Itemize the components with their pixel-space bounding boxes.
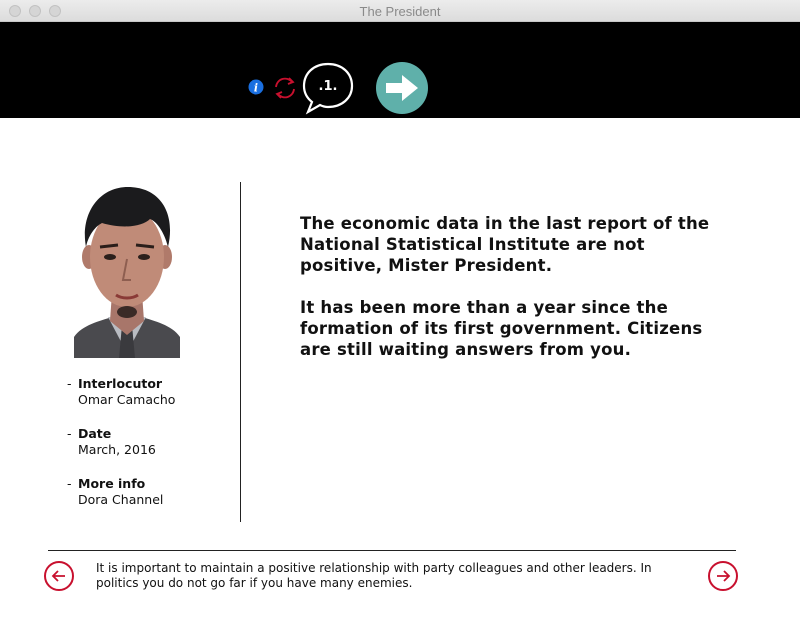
svg-text:i: i	[253, 81, 259, 95]
horizontal-divider	[48, 550, 736, 551]
dialogue-statement	[300, 213, 730, 381]
interlocutor-portrait	[72, 185, 182, 358]
more-info-label: More info	[78, 476, 146, 491]
date-label: Date	[78, 426, 112, 441]
info-icon[interactable]	[248, 79, 264, 95]
previous-tip-button[interactable]	[44, 561, 74, 591]
interlocutor-label: Interlocutor	[78, 376, 163, 391]
refresh-icon[interactable]	[272, 75, 298, 101]
interlocutor-info: - Interlocutor Omar Camacho	[67, 376, 176, 407]
bubble-counter: .1.	[318, 79, 338, 94]
interlocutor-value: Omar Camacho	[78, 392, 176, 407]
date-value: March, 2016	[78, 442, 156, 457]
arrow-left-icon	[50, 567, 68, 585]
vertical-divider	[240, 182, 241, 522]
window-title: The President	[359, 4, 441, 19]
next-tip-button[interactable]	[708, 561, 738, 591]
top-toolbar	[0, 22, 800, 118]
date-info: - Date March, 2016	[67, 426, 156, 457]
speech-bubble-icon[interactable]	[300, 60, 356, 116]
window-titlebar	[0, 0, 800, 22]
tip-text: It is important to maintain a positive relationship with party colleagues and other leaders. In politics you do not go far if you have many enemies.	[96, 561, 652, 590]
more-info: - More info Dora Channel	[67, 476, 164, 507]
statement-paragraph-2: It has been more than a year since the formation of its first government. Citizens are still waiting answers from you.	[300, 298, 703, 359]
statement-paragraph-1: The economic data in the last report of the National Statistical Institute are not positive, Mister President.	[300, 214, 710, 275]
continue-button[interactable]	[376, 62, 428, 114]
arrow-right-icon	[714, 567, 732, 585]
more-info-value: Dora Channel	[78, 492, 164, 507]
